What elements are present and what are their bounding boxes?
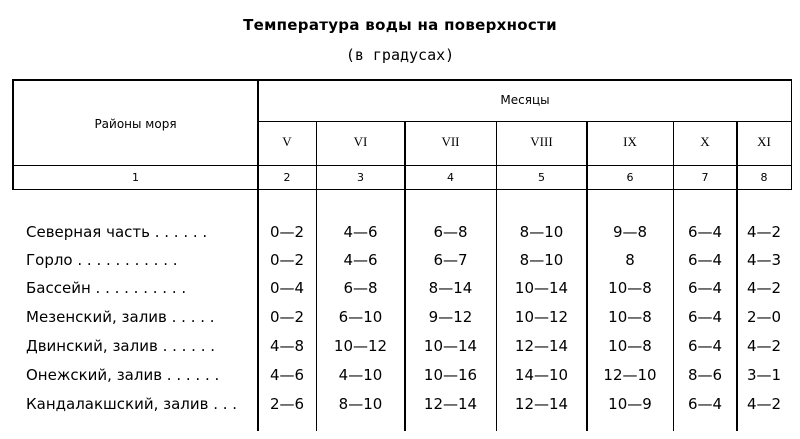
temperature-value: 6—8 — [343, 279, 378, 297]
column-number: 2 — [283, 171, 291, 184]
table-title: Температура воды на поверхности — [243, 16, 557, 34]
temperature-value: 8—14 — [428, 279, 473, 297]
temperature-value: 12—10 — [603, 366, 657, 384]
temperature-value: 10—12 — [333, 337, 388, 355]
temperature-value: 10—14 — [514, 279, 569, 297]
header-rule — [12, 165, 792, 166]
temperature-value: 4—10 — [338, 366, 383, 384]
table-subtitle: (в градусах) — [345, 46, 455, 64]
region-name: Кандалакшский, залив . . . — [26, 395, 238, 413]
temperature-value: 6—4 — [687, 251, 723, 269]
temperature-value: 2—0 — [746, 308, 782, 326]
months-group-rule — [258, 121, 792, 122]
column-numbers-rule — [12, 189, 792, 190]
column-number: 4 — [447, 171, 454, 184]
temperature-value: 4—2 — [746, 395, 782, 413]
month-header-ix: IX — [623, 134, 637, 149]
temperature-value: 8—10 — [519, 251, 564, 269]
temperature-value: 0—4 — [269, 279, 305, 297]
column-number: 7 — [701, 171, 709, 184]
temperature-value: 0—2 — [269, 223, 305, 241]
month-header-viii: VIII — [530, 134, 553, 149]
region-name: Двинский, залив . . . . . . — [26, 337, 216, 355]
region-name: Северная часть . . . . . . — [26, 223, 208, 241]
column-divider — [316, 121, 317, 431]
temperature-value: 10—8 — [608, 279, 652, 297]
column-divider — [586, 121, 588, 431]
column-divider — [673, 121, 674, 431]
column-number: 3 — [357, 171, 364, 184]
temperature-value: 4—3 — [746, 251, 782, 269]
column-number: 6 — [626, 171, 634, 184]
month-header-x: X — [700, 134, 710, 149]
region-name: Горло . . . . . . . . . . . — [26, 251, 178, 269]
temperature-value: 6—4 — [687, 395, 723, 413]
temperature-value: 10—8 — [608, 308, 652, 326]
temperature-value: 4—2 — [746, 279, 782, 297]
month-header-xi: XI — [757, 134, 771, 149]
temperature-value: 4—8 — [269, 337, 305, 355]
months-group-header: Месяцы — [500, 93, 550, 107]
region-name: Онежский, залив . . . . . . — [26, 366, 220, 384]
temperature-value: 10—9 — [608, 395, 652, 413]
temperature-value: 6—4 — [687, 223, 723, 241]
temperature-value: 6—7 — [433, 251, 468, 269]
temperature-value: 12—14 — [423, 395, 478, 413]
temperature-value: 6—4 — [687, 279, 723, 297]
temperature-value: 2—6 — [269, 395, 305, 413]
temperature-value: 6—8 — [433, 223, 468, 241]
temperature-value: 6—4 — [687, 337, 723, 355]
temperature-value: 10—12 — [514, 308, 569, 326]
temperature-value: 8—10 — [338, 395, 383, 413]
temperature-value: 12—14 — [514, 337, 569, 355]
region-column-header: Районы моря — [94, 117, 177, 131]
region-name: Мезенский, залив . . . . . — [26, 308, 215, 326]
column-number: 5 — [538, 171, 545, 184]
temperature-value: 10—8 — [608, 337, 652, 355]
region-name: Бассейн . . . . . . . . . . — [26, 279, 187, 297]
temperature-value: 6—4 — [687, 308, 723, 326]
temperature-value: 0—2 — [269, 251, 305, 269]
temperature-value: 8—10 — [519, 223, 564, 241]
temperature-value: 12—14 — [514, 395, 569, 413]
temperature-value: 4—6 — [343, 223, 378, 241]
temperature-value: 4—2 — [746, 223, 782, 241]
column-number: 1 — [132, 171, 139, 184]
month-header-v: V — [282, 134, 292, 149]
temperature-value: 9—12 — [428, 308, 473, 326]
temperature-value: 4—6 — [269, 366, 305, 384]
month-header-vii: VII — [441, 134, 460, 149]
temperature-value: 4—6 — [343, 251, 378, 269]
temperature-value: 9—8 — [612, 223, 648, 241]
column-divider — [404, 121, 406, 431]
temperature-value: 10—16 — [423, 366, 478, 384]
temperature-value: 6—10 — [338, 308, 383, 326]
table-top-rule — [12, 79, 792, 81]
temperature-value: 8—6 — [687, 366, 723, 384]
month-header-vi: VI — [353, 134, 368, 149]
temperature-value: 4—2 — [746, 337, 782, 355]
temperature-value: 14—10 — [514, 366, 569, 384]
column-number: 8 — [760, 171, 768, 184]
column-divider — [496, 121, 497, 431]
temperature-value: 0—2 — [269, 308, 305, 326]
column-divider — [736, 121, 738, 431]
temperature-value: 8 — [625, 251, 635, 269]
temperature-value: 3—1 — [746, 366, 782, 384]
temperature-value: 10—14 — [423, 337, 478, 355]
